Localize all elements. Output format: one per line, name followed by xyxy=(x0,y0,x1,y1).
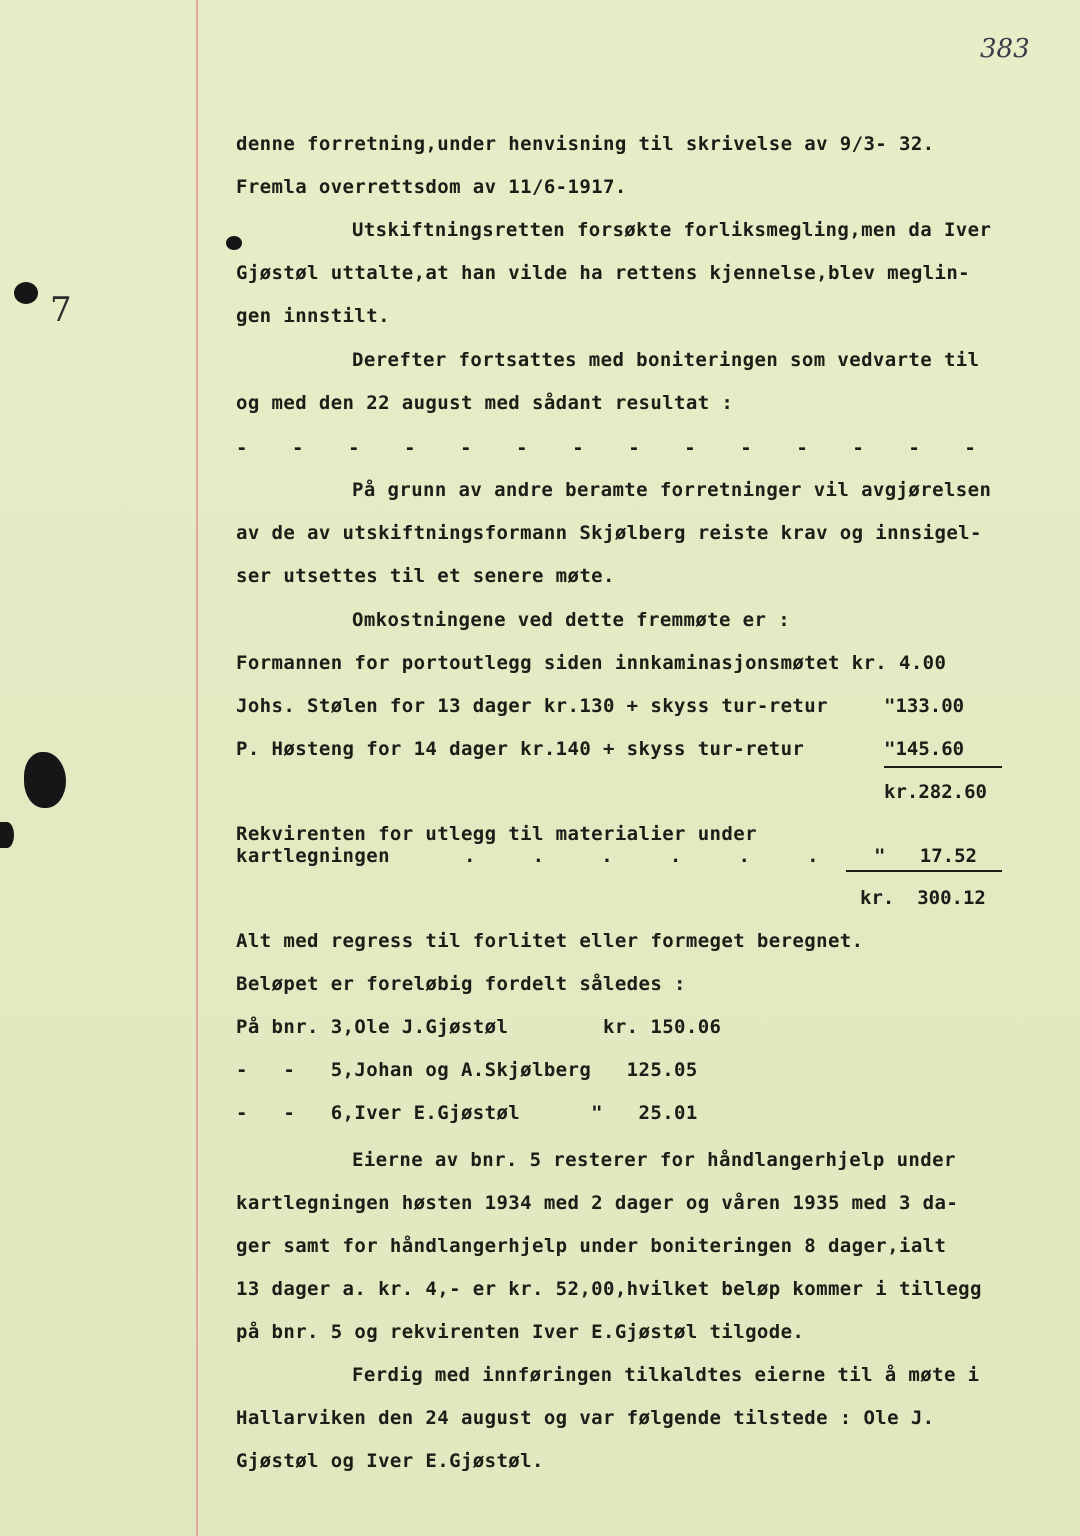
text-line: Omkostningene ved dette fremmøte er : xyxy=(352,609,791,631)
text-line: Gjøstøl og Iver E.Gjøstøl. xyxy=(236,1450,544,1472)
text-line: På bnr. 3,Ole J.Gjøstøl kr. 150.06 xyxy=(236,1016,722,1038)
dash: - xyxy=(796,437,808,459)
text-line: på bnr. 5 og rekvirenten Iver E.Gjøstøl tilgode. xyxy=(236,1321,805,1343)
text-line: 13 dager a. kr. 4,- er kr. 52,00,hvilket beløp kommer i tillegg xyxy=(236,1278,982,1300)
text-line: ger samt for håndlangerhjelp under boniteringen 8 dager,ialt xyxy=(236,1235,947,1257)
dash: - xyxy=(348,437,360,459)
text-line: Beløpet er foreløbig fordelt således : xyxy=(236,973,686,995)
text-line: ser utsettes til et senere møte. xyxy=(236,565,615,587)
margin-mark: 7 xyxy=(50,290,72,330)
dash: - xyxy=(740,437,752,459)
dash: - xyxy=(908,437,920,459)
text-line: kartlegningen høsten 1934 med 2 dager og våren 1935 med 3 da- xyxy=(236,1192,959,1214)
dash: - xyxy=(628,437,640,459)
text-line: Johs. Stølen for 13 dager kr.130 + skyss tur-retur xyxy=(236,695,828,717)
dash: - xyxy=(404,437,416,459)
text-line: kartlegningen xyxy=(236,845,390,867)
dash: - xyxy=(684,437,696,459)
text-line: denne forretning,under henvisning til skrivelse av 9/3- 32. xyxy=(236,133,935,155)
ink-blot xyxy=(0,822,14,848)
dash: - xyxy=(964,437,976,459)
amount-hosteng: "145.60 xyxy=(884,738,965,760)
dash: - xyxy=(460,437,472,459)
text-line: Fremla overrettsdom av 11/6-1917. xyxy=(236,176,627,198)
text-line: - - 5,Johan og A.Skjølberg 125.05 xyxy=(236,1059,698,1081)
amount-total: kr. 300.12 xyxy=(860,887,986,909)
dash: - xyxy=(572,437,584,459)
dash: - xyxy=(236,437,248,459)
text-line: På grunn av andre beramte forretninger vil avgjørelsen xyxy=(352,479,992,501)
text-line: Formannen for portoutlegg siden innkaminasjonsmøtet kr. 4.00 xyxy=(236,652,947,674)
sum-rule xyxy=(884,766,1002,768)
text-line: Alt med regress til forlitet eller formeget beregnet. xyxy=(236,930,864,952)
text-line: Ferdig med innføringen tilkaldtes eierne til å møte i xyxy=(352,1364,980,1386)
amount-stolen: "133.00 xyxy=(884,695,965,717)
dash: - xyxy=(516,437,528,459)
text-line: - - 6,Iver E.Gjøstøl " 25.01 xyxy=(236,1102,698,1124)
text-line: gen innstilt. xyxy=(236,305,390,327)
dash: - xyxy=(852,437,864,459)
text-line: Utskiftningsretten forsøkte forliksmegling,men da Iver xyxy=(352,219,992,241)
text-line: Eierne av bnr. 5 resterer for håndlangerhjelp under xyxy=(352,1149,956,1171)
margin-line xyxy=(196,0,198,1536)
ink-blot xyxy=(14,282,38,304)
ink-blot xyxy=(24,752,66,808)
dash-separator xyxy=(236,436,976,460)
text-line: P. Høsteng for 14 dager kr.140 + skyss tur-retur xyxy=(236,738,805,760)
leader-dots: . . . . . . xyxy=(464,845,819,867)
amount-subtotal: kr.282.60 xyxy=(884,781,987,803)
text-line: av de av utskiftningsformann Skjølberg reiste krav og innsigel- xyxy=(236,522,982,544)
total-rule xyxy=(846,870,1002,872)
dash: - xyxy=(292,437,304,459)
page-number: 383 xyxy=(980,34,1030,64)
text-line: Gjøstøl uttalte,at han vilde ha rettens kjennelse,blev meglin- xyxy=(236,262,971,284)
text-line: Derefter fortsattes med boniteringen som vedvarte til xyxy=(352,349,980,371)
amount-rekvirenten: " 17.52 xyxy=(874,845,977,867)
text-line: Hallarviken den 24 august og var følgende tilstede : Ole J. xyxy=(236,1407,935,1429)
text-line: og med den 22 august med sådant resultat : xyxy=(236,392,734,414)
text-line: Rekvirenten for utlegg til materialier under xyxy=(236,823,757,845)
